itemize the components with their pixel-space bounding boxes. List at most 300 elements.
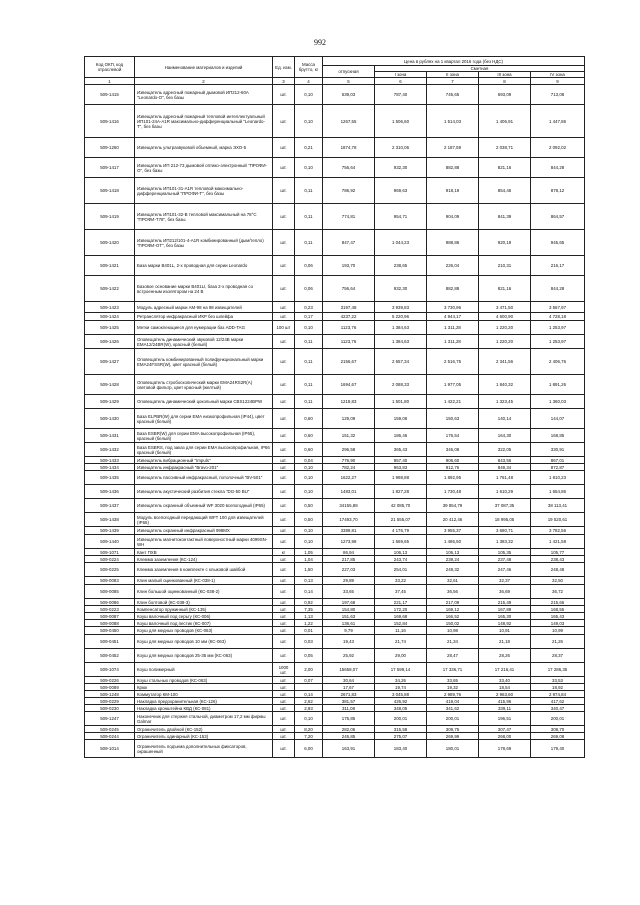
price-zone-4: 844,28 (531, 276, 585, 302)
item-name: Извещатель адресный пожарный дымовой ИП212-60А "Leonardo-O", без базы (135, 85, 273, 105)
item-name: База ESBR(W) для серии EMA высокопрофильная (IP65), красный (белый) (135, 429, 273, 443)
item-code: 509-1424 (85, 313, 135, 321)
item-name: Коуш валочный под пестик (КС-007) (135, 620, 273, 627)
table-row (85, 105, 585, 138)
item-name: Накладка кронштейна КВД (КС-081) (135, 705, 273, 712)
price-zone-1: 365,43 (375, 443, 427, 457)
item-mass: 7,20 (295, 733, 323, 740)
table-row (85, 85, 585, 105)
header-zone-4: IV зона (531, 72, 585, 78)
price-zone-4: 1 810,23 (531, 471, 585, 485)
item-code: 509-0224 (85, 556, 135, 563)
table-row (85, 335, 585, 349)
price-zone-3: 821,16 (479, 276, 531, 302)
price-release: 2671,83 (323, 691, 375, 698)
price-zone-3: 854,46 (479, 178, 531, 204)
price-zone-4: 18,92 (531, 684, 585, 691)
price-release: 30,64 (323, 677, 375, 684)
price-zone-3: 167,88 (479, 606, 531, 613)
table-row (85, 230, 585, 256)
price-zone-3: 18 995,05 (479, 513, 531, 527)
table-row (85, 349, 585, 375)
item-mass: 0,05 (295, 649, 323, 663)
header-estimate: Сметная (375, 66, 585, 72)
item-mass: 8,20 (295, 726, 323, 733)
price-zone-4: 168,55 (531, 606, 585, 613)
item-name: Модуль всепогодный передающий WFT 100 для извещателей (IP65) (135, 513, 273, 527)
col-number: 6 (375, 78, 427, 85)
price-zone-1: 932,30 (375, 276, 427, 302)
item-code: 509-1247 (85, 712, 135, 726)
price-zone-4: 17 286,35 (531, 663, 585, 677)
price-zone-1: 2 310,06 (375, 138, 427, 158)
item-code: 509-1435 (85, 471, 135, 485)
price-zone-1: 1 384,63 (375, 335, 427, 349)
item-name: Коуш стальных проводов (КС-063) (135, 677, 273, 684)
item-unit: шт. (273, 627, 295, 635)
price-zone-3: 1 840,32 (479, 375, 531, 395)
price-release: 129,09 (323, 409, 375, 429)
price-zone-1: 1 569,65 (375, 535, 427, 549)
item-name: Коуш для медных проводов 25-35 мм (КС-063) (135, 649, 273, 663)
table-row (85, 485, 585, 499)
item-mass: 0,10 (295, 321, 323, 335)
table-row (85, 443, 585, 457)
price-zone-1: 152,84 (375, 620, 427, 627)
price-zone-3: 693,09 (479, 85, 531, 105)
price-zone-4: 4 728,18 (531, 313, 585, 321)
item-name: Клемма заземления в комплекте с клыковой шайбой (135, 563, 273, 577)
item-code: 509-1014 (85, 740, 135, 758)
price-zone-2: 1 422,21 (427, 395, 479, 409)
price-zone-3: 4 600,90 (479, 313, 531, 321)
item-code: 509-1426 (85, 335, 135, 349)
item-name: Ограничитель двойной (КС-152) (135, 726, 273, 733)
item-code: 509-1421 (85, 256, 135, 276)
item-mass: 0,11 (295, 395, 323, 409)
price-zone-2: 150,02 (427, 620, 479, 627)
price-zone-3: 1 610,29 (479, 485, 531, 499)
item-code: 509-1427 (85, 349, 135, 375)
price-zone-4: 32,50 (531, 577, 585, 585)
item-name: Оповещатель комбинированный полифункциональный марки EMA24FSSR(W), цвет красный (белый) (135, 349, 273, 375)
col-number: 8 (479, 78, 531, 85)
table-body (85, 85, 585, 758)
item-unit: шт. (273, 349, 295, 375)
table-row (85, 599, 585, 606)
price-release: 776,90 (323, 457, 375, 464)
item-mass: 1,13 (295, 613, 323, 620)
price-zone-2: 32,61 (427, 577, 479, 585)
table-row (85, 313, 585, 321)
price-zone-4: 19 520,61 (531, 513, 585, 527)
table-row (85, 409, 585, 429)
item-unit: шт. (273, 302, 295, 313)
header-name: Наименование материалов и изделий (135, 57, 273, 78)
price-release: 847,47 (323, 230, 375, 256)
price-zone-2: 19,32 (427, 684, 479, 691)
item-unit: шт. (273, 556, 295, 563)
col-number: 1 (85, 78, 135, 85)
price-zone-4: 1 421,58 (531, 535, 585, 549)
price-zone-4: 149,03 (531, 620, 585, 627)
price-zone-4: 2 974,84 (531, 691, 585, 698)
price-zone-3: 1 220,20 (479, 321, 531, 335)
price-zone-4: 215,66 (531, 599, 585, 606)
price-zone-4: 1 654,86 (531, 485, 585, 499)
table-row (85, 204, 585, 230)
table-row (85, 677, 585, 684)
price-zone-2: 918,19 (427, 178, 479, 204)
table-row (85, 158, 585, 178)
item-mass: 0,10 (295, 158, 323, 178)
header-zone-2: II зона (427, 72, 479, 78)
item-code: 509-1420 (85, 230, 135, 256)
price-zone-4: 269,08 (531, 733, 585, 740)
item-unit: шт. (273, 527, 295, 535)
price-zone-1: 159,06 (375, 409, 427, 429)
item-unit: шт. (273, 204, 295, 230)
price-zone-3: 164,30 (479, 429, 531, 443)
table-row (85, 635, 585, 649)
table-row (85, 395, 585, 409)
item-name: Извещатель адресный пожарный тепловой интеллектуальный ИП101-24А-А1R максимально-дифференциальный "Leonardo-T", без базы (135, 105, 273, 138)
item-mass: 0,11 (295, 335, 323, 349)
price-release: 197,68 (323, 599, 375, 606)
item-name: Наконечник для стержня стальной, диаметром 17,2 мм фирмы Galmar (135, 712, 273, 726)
item-code: 509-1415 (85, 85, 135, 105)
item-name: Извещатель вибрационный "Impuls" (135, 457, 273, 464)
price-zone-2: 1 730,48 (427, 485, 479, 499)
item-code: 509-1416 (85, 105, 135, 138)
price-zone-1: 348,05 (375, 705, 427, 712)
price-zone-1: 29,00 (375, 649, 427, 663)
price-zone-1: 19,74 (375, 684, 427, 691)
price-zone-3: 28,26 (479, 649, 531, 663)
price-zone-3: 307,47 (479, 726, 531, 733)
price-release: 25,92 (323, 649, 375, 663)
price-zone-2: 1 486,50 (427, 535, 479, 549)
price-zone-2: 912,76 (427, 464, 479, 471)
price-table (84, 56, 585, 758)
price-release: 1123,76 (323, 321, 375, 335)
col-number: 4 (295, 78, 323, 85)
price-zone-1: 2 657,34 (375, 349, 427, 375)
price-zone-3: 33,40 (479, 677, 531, 684)
price-zone-2: 36,56 (427, 585, 479, 599)
item-unit: шт. (273, 712, 295, 726)
price-zone-2: 28,47 (427, 649, 479, 663)
price-release: 1622,27 (323, 471, 375, 485)
price-zone-3: 105,35 (479, 549, 531, 556)
table-row (85, 585, 585, 599)
price-zone-1: 954,71 (375, 204, 427, 230)
item-name: Коуш валочный под серьгу (КС-006) (135, 613, 273, 620)
price-zone-1: 106,13 (375, 549, 427, 556)
table-row (85, 256, 585, 276)
item-unit: шт. (273, 691, 295, 698)
item-unit: шт. (273, 178, 295, 204)
price-zone-3: 2 038,71 (479, 138, 531, 158)
price-zone-3: 415,96 (479, 698, 531, 705)
price-zone-3: 140,14 (479, 409, 531, 429)
item-name: Крюк (135, 684, 273, 691)
price-zone-2: 1 892,95 (427, 471, 479, 485)
price-release: 282,06 (323, 726, 375, 733)
price-zone-1: 254,01 (375, 563, 427, 577)
price-zone-2: 745,65 (427, 85, 479, 105)
item-mass: 1,04 (295, 556, 323, 563)
item-mass: 0,10 (295, 85, 323, 105)
item-code: 509-1428 (85, 375, 135, 395)
price-release: 163,91 (323, 740, 375, 758)
price-zone-3: 196,51 (479, 712, 531, 726)
item-unit: шт. (273, 138, 295, 158)
price-zone-3: 32,37 (479, 577, 531, 585)
price-zone-3: 3 680,71 (479, 527, 531, 535)
item-mass: 0,04 (295, 457, 323, 464)
price-release: 311,08 (323, 705, 375, 712)
price-zone-1: 17 599,14 (375, 663, 427, 677)
price-zone-3: 21,18 (479, 635, 531, 649)
item-unit: шт. (273, 105, 295, 138)
item-name: Клин малый оцинкованный (КС-038-1) (135, 577, 273, 585)
item-code: 509-1431 (85, 429, 135, 443)
price-zone-2: 10,98 (427, 627, 479, 635)
table-row (85, 620, 585, 627)
item-unit: шт. (273, 443, 295, 457)
price-zone-1: 969,63 (375, 178, 427, 204)
price-release: 782,24 (323, 464, 375, 471)
price-zone-1: 37,45 (375, 585, 427, 599)
item-mass: 0,11 (295, 178, 323, 204)
price-zone-2: 17 336,71 (427, 663, 479, 677)
price-zone-3: 841,39 (479, 204, 531, 230)
price-zone-2: 346,08 (427, 443, 479, 457)
price-zone-2: 1 514,03 (427, 105, 479, 138)
price-zone-1: 186,46 (375, 429, 427, 443)
price-zone-2: 988,86 (427, 230, 479, 256)
price-zone-1: 1 506,60 (375, 105, 427, 138)
price-zone-4: 340,47 (531, 705, 585, 712)
table-row (85, 627, 585, 635)
col-number: 2 (135, 78, 273, 85)
price-release: 381,57 (323, 698, 375, 705)
price-zone-3: 237,48 (479, 556, 531, 563)
price-zone-4: 2 092,02 (531, 138, 585, 158)
item-unit: шт. (273, 471, 295, 485)
item-unit: шт. (273, 513, 295, 527)
item-mass: 0,10 (295, 464, 323, 471)
price-zone-2: 3 730,96 (427, 302, 479, 313)
price-release: 774,81 (323, 204, 375, 230)
item-mass: 1,05 (295, 549, 323, 556)
item-mass: 0,14 (295, 691, 323, 698)
table-row (85, 663, 585, 677)
item-name: Клин большой оцинкованный (КС-038-2) (135, 585, 273, 599)
item-code: 509-1425 (85, 321, 135, 335)
item-unit: шт. (273, 740, 295, 758)
item-unit: 100 шт (273, 321, 295, 335)
item-unit: шт. (273, 606, 295, 613)
price-zone-2: 226,04 (427, 256, 479, 276)
price-zone-2: 2 516,75 (427, 349, 479, 375)
price-zone-3: 3 471,50 (479, 302, 531, 313)
item-unit: шт. (273, 599, 295, 606)
price-zone-3: 1 220,20 (479, 335, 531, 349)
table-row (85, 740, 585, 758)
item-unit: шт. (273, 256, 295, 276)
item-code: 509-1429 (85, 395, 135, 409)
price-zone-4: 21,26 (531, 635, 585, 649)
item-name: Ограничитель подъема дополнительных фиксаторов, окрашенный (135, 740, 273, 758)
item-mass: 0,11 (295, 375, 323, 395)
item-unit: шт. (273, 375, 295, 395)
price-release: 15658,07 (323, 663, 375, 677)
item-mass: 0,50 (295, 499, 323, 513)
item-code: 509-1440 (85, 535, 135, 549)
item-code: 509-0226 (85, 677, 135, 684)
table-row (85, 606, 585, 613)
price-zone-2: 309,75 (427, 726, 479, 733)
item-code: 509-1434 (85, 464, 135, 471)
item-code: 509-1071 (85, 549, 135, 556)
price-release: 1218,83 (323, 395, 375, 409)
price-release: 296,58 (323, 443, 375, 457)
price-zone-2: 169,12 (427, 606, 479, 613)
item-unit: шт. (273, 409, 295, 429)
item-code: 509-1438 (85, 513, 135, 527)
item-name: Извещатель ИП212/101-4-A1R комбинированный (дым/тепло) "ПРОФИ-ОТ", без базы (135, 230, 273, 256)
item-unit: шт. (273, 276, 295, 302)
price-zone-3: 165,30 (479, 613, 531, 620)
price-release: 193,70 (323, 256, 375, 276)
price-zone-1: 275,07 (375, 733, 427, 740)
item-name: Извещатель магнитоконтактный поверхностный марки 4099SN-WH (135, 535, 273, 549)
price-zone-3: 849,34 (479, 464, 531, 471)
price-release: 151,63 (323, 613, 375, 620)
price-release: 786,92 (323, 178, 375, 204)
item-name: Коммутатор КМ-100 (135, 691, 273, 698)
item-mass: 0,11 (295, 204, 323, 230)
price-zone-4: 1 253,97 (531, 321, 585, 335)
item-name: Извещатель ИП101-31-A1R тепловой максимально-дифференциальный "ПРОФИ-Т", без базы (135, 178, 273, 204)
item-mass: 0,60 (295, 429, 323, 443)
table-row (85, 429, 585, 443)
price-zone-1: 1 501,80 (375, 395, 427, 409)
price-release: 34155,88 (323, 499, 375, 513)
price-zone-3: 10,91 (479, 627, 531, 635)
price-zone-2: 3 955,37 (427, 527, 479, 535)
col-number: 5 (323, 78, 375, 85)
header-mass: Масса брутто, кг (295, 57, 323, 78)
price-zone-3: 37 087,35 (479, 499, 531, 513)
price-zone-1: 238,65 (375, 256, 427, 276)
item-unit: шт. (273, 395, 295, 409)
price-zone-3: 215,49 (479, 599, 531, 606)
price-zone-3: 339,11 (479, 705, 531, 712)
item-code: 509-1418 (85, 178, 135, 204)
table-row (85, 464, 585, 471)
item-code: 509-1419 (85, 204, 135, 230)
table-row (85, 276, 585, 302)
price-release: 154,80 (323, 606, 375, 613)
item-name: Извещатель акустический разбития стекла "DG-50 BU" (135, 485, 273, 499)
price-release: 17,67 (323, 684, 375, 691)
price-zone-1: 1 827,28 (375, 485, 427, 499)
price-zone-1: 1 998,88 (375, 471, 427, 485)
item-unit: кг (273, 549, 295, 556)
table-row (85, 726, 585, 733)
item-mass: 6,00 (295, 740, 323, 758)
item-code: 509-0088 (85, 620, 135, 627)
price-release: 3389,81 (323, 527, 375, 535)
price-zone-1: 5 220,96 (375, 313, 427, 321)
price-zone-1: 34,26 (375, 677, 427, 684)
price-zone-4: 10,99 (531, 627, 585, 635)
item-unit: шт. (273, 464, 295, 471)
item-mass: 0,03 (295, 635, 323, 649)
price-zone-1: 1 384,63 (375, 321, 427, 335)
table-row (85, 691, 585, 698)
item-mass: 2,62 (295, 698, 323, 705)
item-name: Оповещатель динамический цокольный марки CBS1224BPW (135, 395, 273, 409)
price-release: 227,03 (323, 563, 375, 577)
price-zone-2: 1 311,28 (427, 321, 479, 335)
item-code: 509-1436 (85, 485, 135, 499)
item-code: 509-0089 (85, 684, 135, 691)
item-name: Извещатель пассивный инфракрасный, потолочный "BV-501" (135, 471, 273, 485)
price-zone-1: 3 045,88 (375, 691, 427, 698)
item-unit: шт. (273, 485, 295, 499)
price-zone-1: 11,16 (375, 627, 427, 635)
price-release: 9,79 (323, 627, 375, 635)
item-code: 509-0450 (85, 627, 135, 635)
item-mass: 1,50 (295, 563, 323, 577)
price-zone-2: 166,52 (427, 613, 479, 620)
price-release: 1273,98 (323, 535, 375, 549)
price-zone-4: 33,53 (531, 677, 585, 684)
table-row (85, 712, 585, 726)
table-row (85, 649, 585, 663)
item-code: 509-1260 (85, 138, 135, 158)
header-release: отпускная (323, 66, 375, 78)
price-release: 151,32 (323, 429, 375, 443)
table-row (85, 457, 585, 464)
price-zone-1: 2 088,33 (375, 375, 427, 395)
item-name: Извещатель инфракрасный "Bravo-201" (135, 464, 273, 471)
price-release: 1483,01 (323, 485, 375, 499)
price-zone-4: 872,87 (531, 464, 585, 471)
price-zone-2: 180,01 (427, 740, 479, 758)
item-mass: 0,10 (295, 535, 323, 549)
price-zone-2: 20 412,46 (427, 513, 479, 527)
item-name: Коуш полимерный (135, 663, 273, 677)
price-zone-3: 178,69 (479, 740, 531, 758)
item-mass: 0,06 (295, 276, 323, 302)
item-name: Коуш для медных проводов 10 мм (КС-063) (135, 635, 273, 649)
item-unit: шт. (273, 635, 295, 649)
item-name: Компенсатор пружинный (КС-135) (135, 606, 273, 613)
item-unit: шт. (273, 335, 295, 349)
item-code: 509-0452 (85, 649, 135, 663)
item-mass: 2,00 (295, 663, 323, 677)
table-row (85, 302, 585, 313)
price-release: 136,61 (323, 620, 375, 627)
item-mass: 0,10 (295, 471, 323, 485)
item-code: 509-0087 (85, 613, 135, 620)
table-row (85, 321, 585, 335)
